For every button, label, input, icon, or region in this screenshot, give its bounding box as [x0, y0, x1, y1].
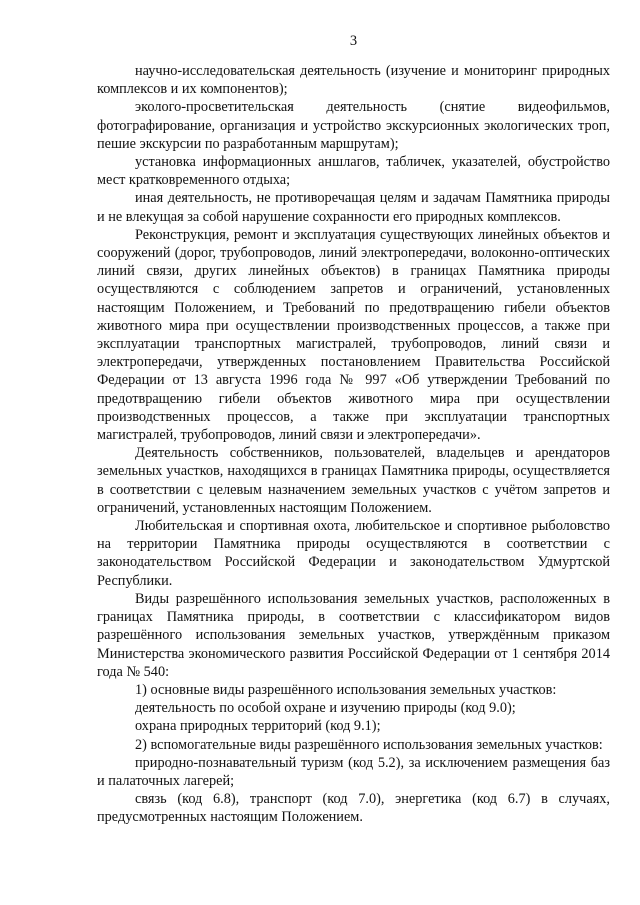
paragraph-research: научно-исследовательская деятельность (изучение и мониторинг природных комплексов и их компонентов); — [97, 63, 610, 98]
paragraph-other-activity: иная деятельность, не противоречащая целям и задачам Памятника природы и не влекущая за собой нарушение сохранности его природных комплексов. — [97, 190, 610, 225]
paragraph-auxiliary-types: 2) вспомогательные виды разрешённого использования земельных участков: — [135, 736, 603, 753]
paragraph-code-9-1: охрана природных территорий (код 9.1); — [135, 718, 381, 735]
page-number: 3 — [349, 33, 358, 49]
paragraph-eco-education: эколого-просветительская деятельность (снятие видеофильмов, фотографирование, организация и устройство экскурсионных экологических троп, пешие экскурсии по разработанным маршрутам); — [97, 99, 610, 152]
paragraph-hunting-fishing: Любительская и спортивная охота, любительское и спортивное рыболовство на территории Памятника природы осуществляются в соответствии с законодательством Российской Федерации и законодательством Удмуртской Республики. — [97, 518, 610, 589]
paragraph-land-use-types: Виды разрешённого использования земельных участков, расположенных в границах Памятника природы, в соответствии с классификатором видов разрешённого использования земельных участков, утверждённым приказом Министерства экономического развития Российской Федерации от 1 сентября 2014 года № 540: — [97, 590, 610, 680]
paragraph-main-types: 1) основные виды разрешённого использования земельных участков: — [135, 681, 557, 698]
paragraph-code-9-0: деятельность по особой охране и изучению природы (код 9.0); — [135, 700, 516, 717]
paragraph-code-5-2: природно-познавательный туризм (код 5.2), за исключением размещения баз и палаточных лагерей; — [97, 754, 610, 789]
document-body — [97, 62, 610, 827]
paragraph-codes-6-8-7-0-6-7: связь (код 6.8), транспорт (код 7.0), энергетика (код 6.7) в случаях, предусмотренных настоящим Положением. — [97, 791, 610, 826]
paragraph-signage: установка информационных аншлагов, табличек, указателей, обустройство мест кратковременного отдыха; — [97, 154, 610, 189]
paragraph-linear-objects: Реконструкция, ремонт и эксплуатация существующих линейных объектов и сооружений (дорог, трубопроводов, линий электропередачи, волоконно-оптических линий связи, других линейных объектов) в границах Памятника природы осуществляются с соблюдением запретов и ограничений, установленных настоящим Положением, и Требований по предотвращению гибели объектов животного мира при осуществлении производственных процессов, а также при эксплуатации транспортных магистралей, трубопроводов, линий связи и электропередачи, утвержденных постановлением Правительства Российской Федерации от 13 августа 1996 года № 997 «Об утверждении Требований по предотвращению гибели объектов животного мира при осуществлении производственных процессов, а также при эксплуатации транспортных магистралей, трубопроводов, линий связи и электропередачи». — [97, 226, 610, 444]
paragraph-land-owners: Деятельность собственников, пользователей, владельцев и арендаторов земельных участков, находящихся в границах Памятника природы, осуществляется в соответствии с целевым назначением земельных участков с учётом запретов и ограничений, установленных настоящим Положением. — [97, 445, 610, 516]
